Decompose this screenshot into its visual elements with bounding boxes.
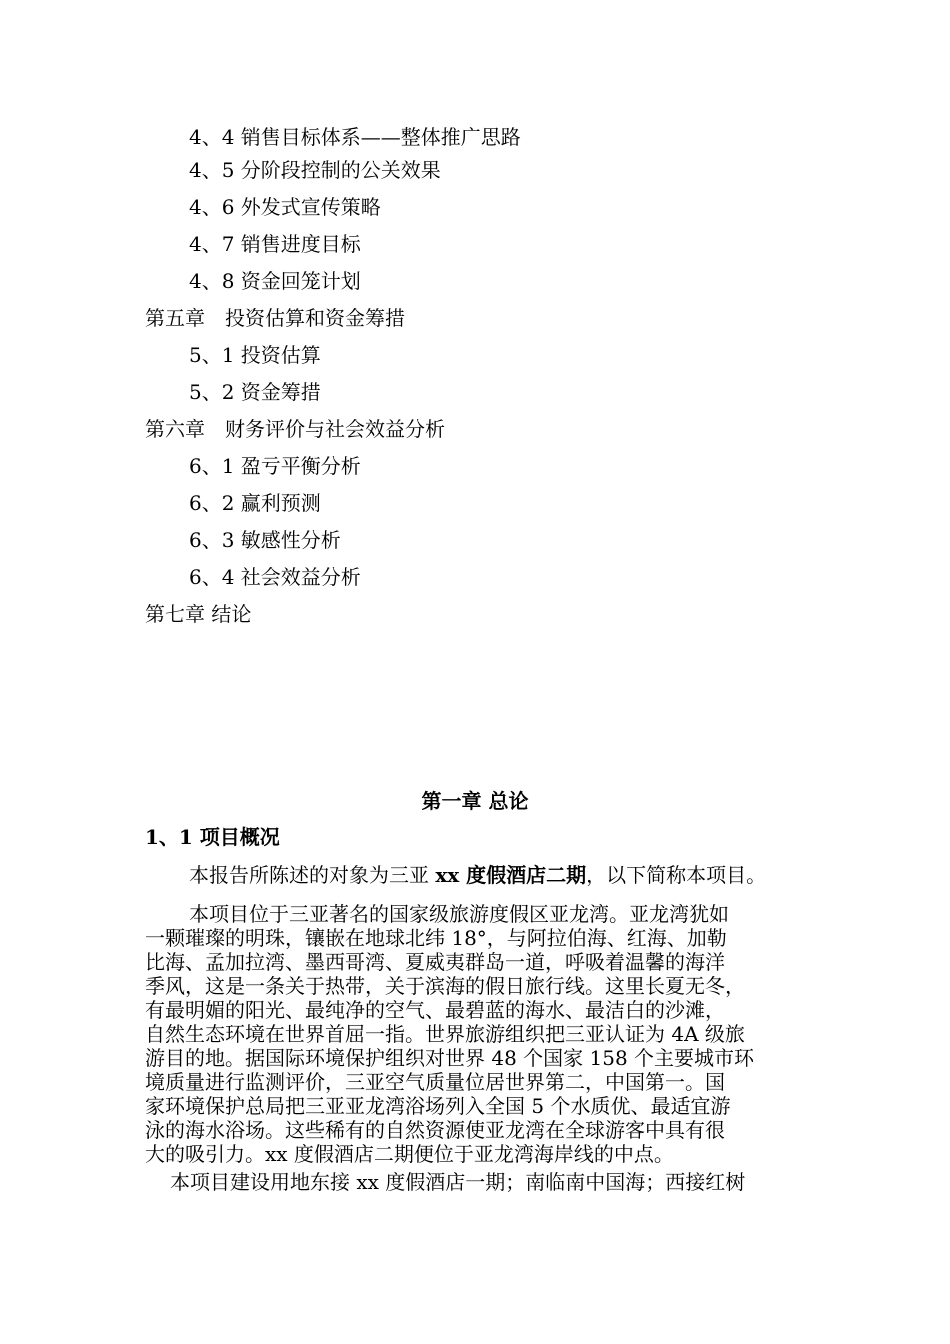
toc-item[interactable]: 4、6 外发式宣传策略	[189, 195, 381, 219]
paragraph-line: 比海、孟加拉湾、墨西哥湾、夏威夷群岛一道，呼吸着温馨的海洋	[145, 950, 725, 974]
toc-chapter[interactable]: 第五章 投资估算和资金筹措	[145, 306, 405, 330]
toc-item[interactable]: 4、8 资金回笼计划	[189, 269, 361, 293]
project-name: xx 度假酒店二期	[435, 863, 587, 887]
toc-item[interactable]: 6、2 赢利预测	[189, 491, 321, 515]
paragraph-line: 游目的地。据国际环境保护组织对世界 48 个国家 158 个主要城市环	[145, 1046, 755, 1070]
paragraph-intro-text: ，以下简称本项目。	[586, 863, 767, 887]
paragraph-line: 大的吸引力。xx 度假酒店二期便位于亚龙湾海岸线的中点。	[145, 1142, 674, 1166]
paragraph-line: 家环境保护总局把三亚亚龙湾浴场列入全国 5 个水质优、最适宜游	[145, 1094, 731, 1118]
toc-item[interactable]: 4、5 分阶段控制的公关效果	[189, 158, 441, 182]
paragraph-line: 季风，这是一条关于热带，关于滨海的假日旅行线。这里长夏无冬，	[145, 974, 745, 998]
paragraph-line: 泳的海水浴场。这些稀有的自然资源使亚龙湾在全球游客中具有很	[145, 1118, 725, 1142]
chapter-title: 第一章 总论	[421, 789, 529, 813]
toc-chapter[interactable]: 第六章 财务评价与社会效益分析	[145, 417, 445, 441]
toc-item[interactable]: 6、4 社会效益分析	[189, 565, 361, 589]
paragraph-line: 本项目位于三亚著名的国家级旅游度假区亚龙湾。亚龙湾犹如	[189, 902, 729, 926]
paragraph-line: 自然生态环境在世界首屈一指。世界旅游组织把三亚认证为 4A 级旅	[145, 1022, 745, 1046]
toc-item[interactable]: 6、1 盈亏平衡分析	[189, 454, 361, 478]
toc-chapter[interactable]: 第七章 结论	[145, 602, 252, 626]
paragraph-line: 境质量进行监测评价，三亚空气质量位居世界第二，中国第一。国	[145, 1070, 725, 1094]
toc-item[interactable]: 4、7 销售进度目标	[189, 232, 361, 256]
toc-item[interactable]: 5、1 投资估算	[189, 343, 321, 367]
toc-item[interactable]: 6、3 敏感性分析	[189, 528, 341, 552]
toc-item[interactable]: 4、4 销售目标体系——整体推广思路	[189, 125, 521, 149]
paragraph-intro	[189, 863, 766, 887]
toc-item[interactable]: 5、2 资金筹措	[189, 380, 321, 404]
paragraph-intro-text: 本报告所陈述的对象为三亚	[189, 863, 436, 887]
paragraph-line: 有最明媚的阳光、最纯净的空气、最碧蓝的海水、最洁白的沙滩，	[145, 998, 725, 1022]
paragraph-line: 一颗璀璨的明珠，镶嵌在地球北纬 18°，与阿拉伯海、红海、加勒	[145, 926, 727, 950]
paragraph-line: 本项目建设用地东接 xx 度假酒店一期；南临南中国海；西接红树	[170, 1170, 746, 1194]
section-title: 1、1 项目概况	[145, 825, 280, 849]
